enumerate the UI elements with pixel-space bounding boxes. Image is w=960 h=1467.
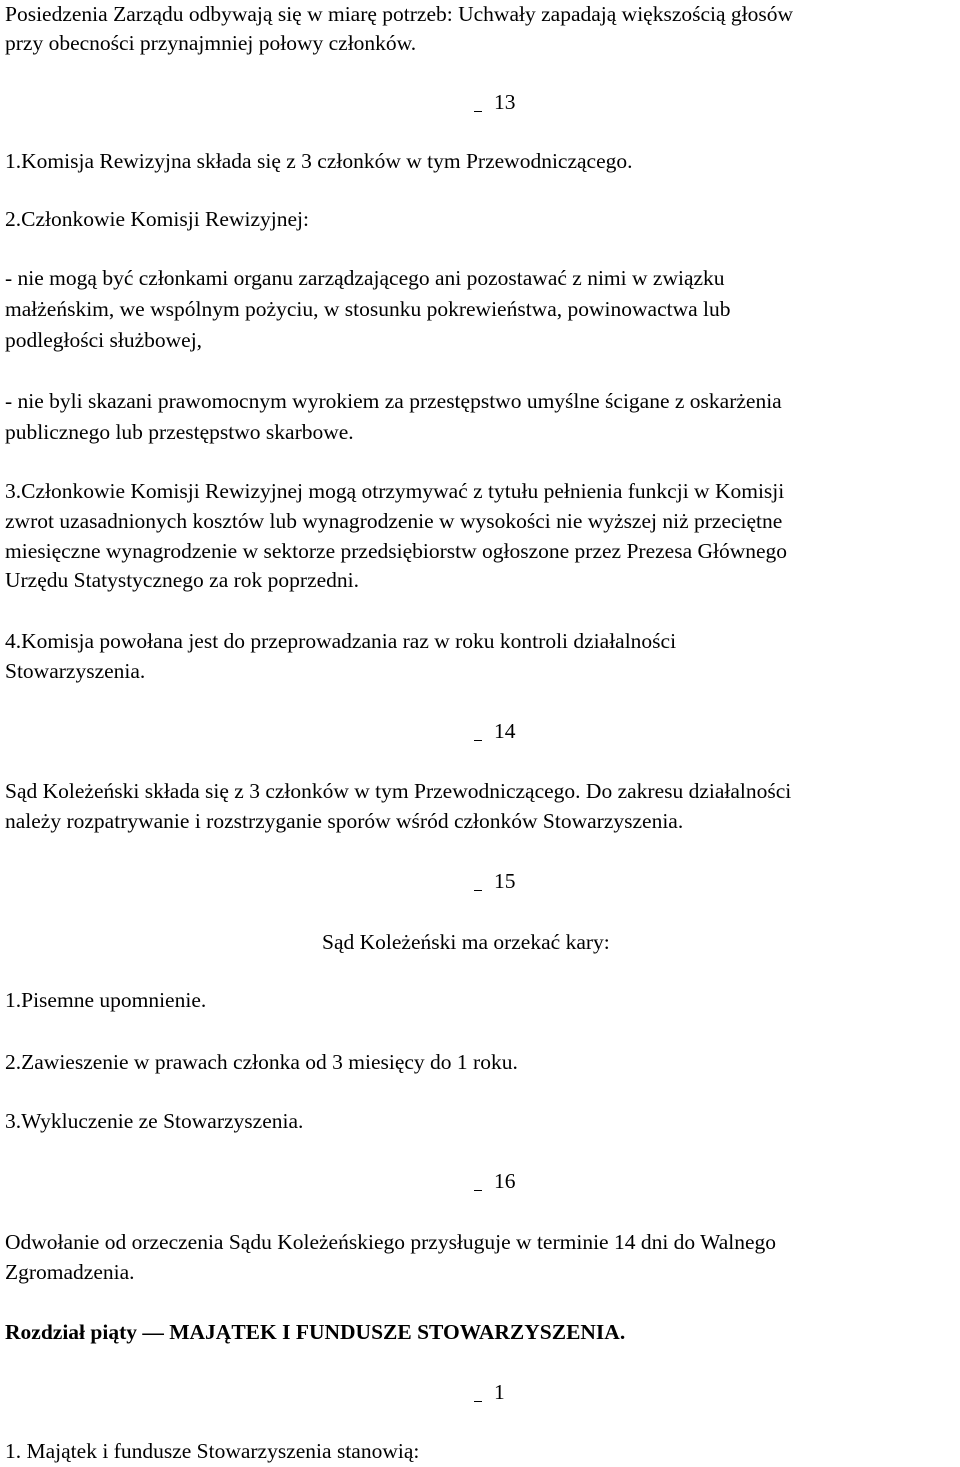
list-item: 3.Wykluczenie ze Stowarzyszenia. bbox=[5, 1109, 304, 1133]
paragraph-line: miesięczne wynagrodzenie w sektorze przedsiębiorstw ogłoszone przez Prezesa Głównego bbox=[5, 539, 788, 563]
paragraph-line: - nie mogą być członkami organu zarządzającego ani pozostawać z nimi w związku bbox=[5, 266, 725, 290]
paragraph-line: publicznego lub przestępstwo skarbowe. bbox=[5, 420, 354, 444]
list-item: 1.Pisemne upomnienie. bbox=[5, 988, 207, 1012]
paragraph-line: Posiedzenia Zarządu odbywają się w miarę potrzeb: Uchwały zapadają większością głosów bbox=[5, 2, 794, 26]
section-number: 15 bbox=[494, 869, 516, 893]
section-mark-icon bbox=[474, 871, 482, 891]
section-number: 14 bbox=[494, 719, 516, 743]
section-heading-16 bbox=[474, 1167, 516, 1196]
paragraph-line: 2.Członkowie Komisji Rewizyjnej: bbox=[5, 207, 309, 231]
section-heading-13 bbox=[474, 88, 516, 117]
section-mark-icon bbox=[474, 1382, 482, 1402]
paragraph-line: - nie byli skazani prawomocnym wyrokiem za przestępstwo umyślne ścigane z oskarżenia bbox=[5, 389, 782, 413]
paragraph-line: Urzędu Statystycznego za rok poprzedni. bbox=[5, 568, 360, 592]
paragraph-line: Zgromadzenia. bbox=[5, 1260, 135, 1284]
paragraph-line: podległości służbowej, bbox=[5, 328, 203, 352]
section-mark-icon bbox=[474, 721, 482, 741]
section-heading-14 bbox=[474, 717, 516, 746]
paragraph-line: 1. Majątek i fundusze Stowarzyszenia stanowią: bbox=[5, 1439, 420, 1463]
paragraph-line: przy obecności przynajmniej połowy członków. bbox=[5, 31, 417, 55]
section-number: 16 bbox=[494, 1169, 516, 1193]
paragraph-line: zwrot uzasadnionych kosztów lub wynagrodzenie w wysokości nie wyższej niż przeciętne bbox=[5, 509, 783, 533]
paragraph-line: 1.Komisja Rewizyjna składa się z 3 członków w tym Przewodniczącego. bbox=[5, 149, 633, 173]
paragraph-line: 3.Członkowie Komisji Rewizyjnej mogą otrzymywać z tytułu pełnienia funkcji w Komisji bbox=[5, 479, 785, 503]
section-number: 1 bbox=[494, 1380, 505, 1404]
section-number: 13 bbox=[494, 90, 516, 114]
section-heading-15 bbox=[474, 867, 516, 896]
paragraph-line: małżeńskim, we wspólnym pożyciu, w stosunku pokrewieństwa, powinowactwa lub bbox=[5, 297, 731, 321]
centered-line: Sąd Koleżeński ma orzekać kary: bbox=[322, 930, 610, 954]
paragraph-line: Stowarzyszenia. bbox=[5, 659, 146, 683]
paragraph-line: Odwołanie od orzeczenia Sądu Koleżeńskiego przysługuje w terminie 14 dni do Walnego bbox=[5, 1230, 777, 1254]
section-mark-icon bbox=[474, 1171, 482, 1191]
paragraph-line: Sąd Koleżeński składa się z 3 członków w tym Przewodniczącego. Do zakresu działalności bbox=[5, 779, 792, 803]
paragraph-line: należy rozpatrywanie i rozstrzyganie sporów wśród członków Stowarzyszenia. bbox=[5, 809, 684, 833]
paragraph-line: 4.Komisja powołana jest do przeprowadzania raz w roku kontroli działalności bbox=[5, 629, 677, 653]
chapter-heading: Rozdział piąty — MAJĄTEK I FUNDUSZE STOWARZYSZENIA. bbox=[5, 1320, 626, 1344]
section-heading-1 bbox=[474, 1378, 505, 1407]
list-item: 2.Zawieszenie w prawach członka od 3 miesięcy do 1 roku. bbox=[5, 1050, 518, 1074]
section-mark-icon bbox=[474, 92, 482, 112]
